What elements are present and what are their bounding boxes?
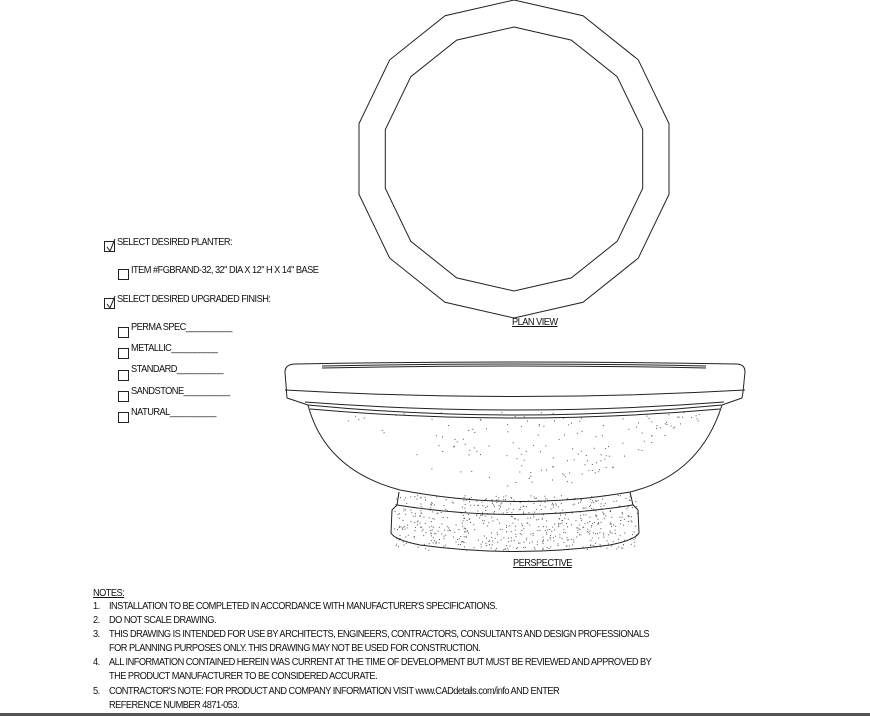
plan-view-inner-rim (385, 27, 642, 291)
perspective-label: PERSPECTIVE (513, 557, 572, 569)
planter-heading-checkbox[interactable] (104, 241, 115, 252)
plan-view-label: PLAN VIEW (512, 316, 558, 328)
plan-view (359, 0, 669, 318)
planter-heading: SELECT DESIRED PLANTER: (117, 236, 233, 248)
finish-perma-spec-label: PERMA SPEC__________ (131, 321, 232, 333)
perspective-view (285, 362, 745, 552)
planter-item-checkbox[interactable] (118, 269, 129, 280)
note-1-line-1: INSTALLATION TO BE COMPLETED IN ACCORDANCE WITH MANUFACTURER'S SPECIFICATIONS. (109, 600, 497, 612)
stipple-texture (348, 412, 700, 551)
finish-heading-checkbox[interactable] (104, 298, 115, 309)
note-number: 5. (93, 685, 100, 697)
finish-standard-label: STANDARD__________ (131, 363, 224, 375)
note-number: 1. (93, 600, 100, 612)
note-3-line-2: FOR PLANNING PURPOSES ONLY. THIS DRAWING MAY NOT BE USED FOR CONSTRUCTION. (109, 642, 481, 654)
finish-metallic-label: METALLIC__________ (131, 342, 218, 354)
base (391, 505, 639, 552)
note-number: 3. (93, 628, 100, 640)
finish-sandstone-label: SANDSTONE__________ (131, 385, 230, 397)
finish-perma-spec-checkbox[interactable] (118, 327, 129, 338)
note-number: 2. (93, 614, 100, 626)
finish-metallic-checkbox[interactable] (118, 348, 129, 359)
note-2-line-1: DO NOT SCALE DRAWING. (109, 614, 217, 626)
bowl-body (308, 405, 722, 502)
finish-standard-checkbox[interactable] (118, 370, 129, 381)
note-number: 4. (93, 656, 100, 668)
notes-title: NOTES: (93, 587, 125, 599)
finish-natural-label: NATURAL__________ (131, 406, 216, 418)
note-3-line-1: THIS DRAWING IS INTENDED FOR USE BY ARCHITECTS, ENGINEERS, CONTRACTORS, CONSULTANTS AND DESIGN PROFESSIONALS (109, 628, 650, 640)
planter-item-label: ITEM #FGBRAND-32, 32" DIA X 12" H X 14" BASE (131, 264, 319, 276)
finish-sandstone-checkbox[interactable] (118, 391, 129, 402)
note-4-line-1: ALL INFORMATION CONTAINED HEREIN WAS CURRENT AT THE TIME OF DEVELOPMENT BUT MUST BE REVIEWED AND APPROVED BY (109, 656, 652, 668)
note-4-line-2: THE PRODUCT MANUFACTURER TO BE CONSIDERED ACCURATE. (109, 670, 378, 682)
note-5-line-1: CONTRACTOR'S NOTE: FOR PRODUCT AND COMPANY INFORMATION VISIT www.CADdetails.com/info AND ENTER (109, 685, 560, 697)
finish-heading: SELECT DESIRED UPGRADED FINISH: (117, 293, 271, 305)
note-5-line-2: REFERENCE NUMBER 4871-053. (109, 699, 240, 711)
plan-view-outer-rim (359, 0, 669, 318)
finish-natural-checkbox[interactable] (118, 412, 129, 423)
